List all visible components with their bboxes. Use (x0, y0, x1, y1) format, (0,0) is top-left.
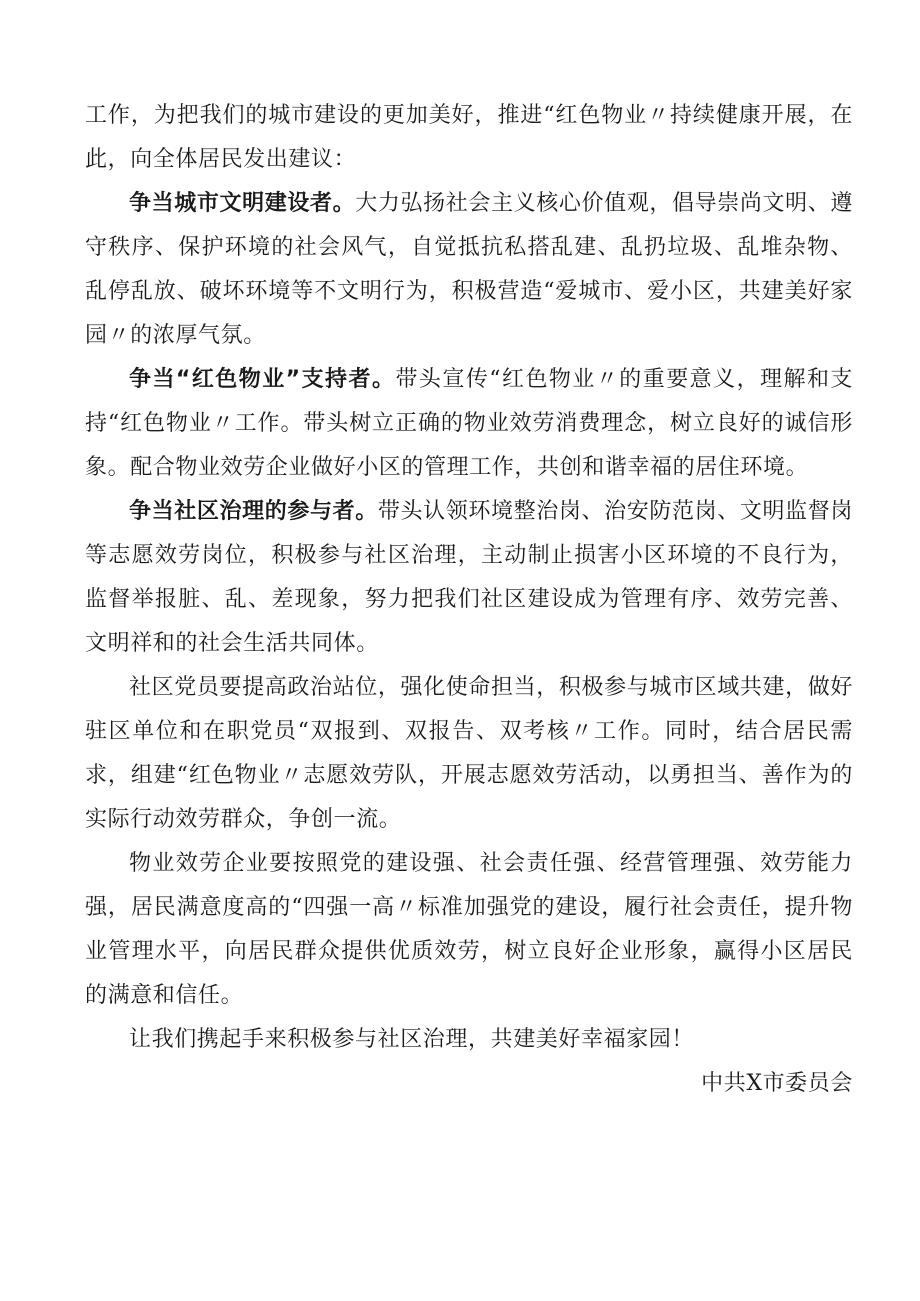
property-companies-paragraph: 物业效劳企业要按照党的建设强、社会责任强、经营管理强、效劳能力强，居民满意度高的“四强一高〃标准加强党的建设，履行社会责任，提升物业管理水平，向居民群众提供优质效劳，树立良好企业形象，赢得小区居民的满意和信任。 (85, 851, 853, 1008)
document-body (85, 94, 853, 1106)
proposal-civilization (85, 182, 853, 358)
proposal-text: 带头宣传“红色物业〃的重要意义，理解和支持“红色物业〃工作。带头树立正确的物业效劳消费理念，树立良好的诚信形象。配合物业效劳企业做好小区的管理工作，共创和谐幸福的居住环境。 (85, 367, 854, 480)
proposal-community-governance (85, 490, 853, 666)
proposal-heading: 争当“红色物业”支持者。 (129, 367, 396, 392)
proposal-text: 带头认领环境整治岗、治安防范岗、文明监督岗等志愿效劳岗位，积极参与社区治理，主动制止损害小区环境的不良行为，监督举报脏、乱、差现象，努力把我们社区建设成为管理有序、效劳完善、文明祥和的社会生活共同体。 (85, 499, 853, 656)
signature: 中共X市委员会 (701, 1071, 853, 1096)
intro-paragraph: 工作，为把我们的城市建设的更加美好，推进“红色物业〃持续健康开展，在此，向全体居民发出建议： (85, 103, 853, 172)
proposal-text: 大力弘扬社会主义核心价值观，倡导崇尚文明、遵守秩序、保护环境的社会风气，自觉抵抗私搭乱建、乱扔垃圾、乱堆杂物、乱停乱放、破坏环境等不文明行为，积极营造“爱城市、爱小区，共建美好家园〃的浓厚气氛。 (85, 191, 853, 348)
proposal-heading: 争当社区治理的参与者。 (129, 499, 378, 524)
proposal-heading: 争当城市文明建设者。 (129, 191, 356, 216)
closing-paragraph: 让我们携起手来积极参与社区治理，共建美好幸福家园！ (129, 1027, 695, 1052)
party-members-paragraph: 社区党员要提高政治站位，强化使命担当，积极参与城市区域共建，做好驻区单位和在职党员“双报到、双报告、双考核〃工作。同时，结合居民需求，组建“红色物业〃志愿效劳队，开展志愿效劳活动，以勇担当、善作为的实际行动效劳群众，争创一流。 (85, 675, 853, 832)
proposal-red-property (85, 358, 853, 490)
